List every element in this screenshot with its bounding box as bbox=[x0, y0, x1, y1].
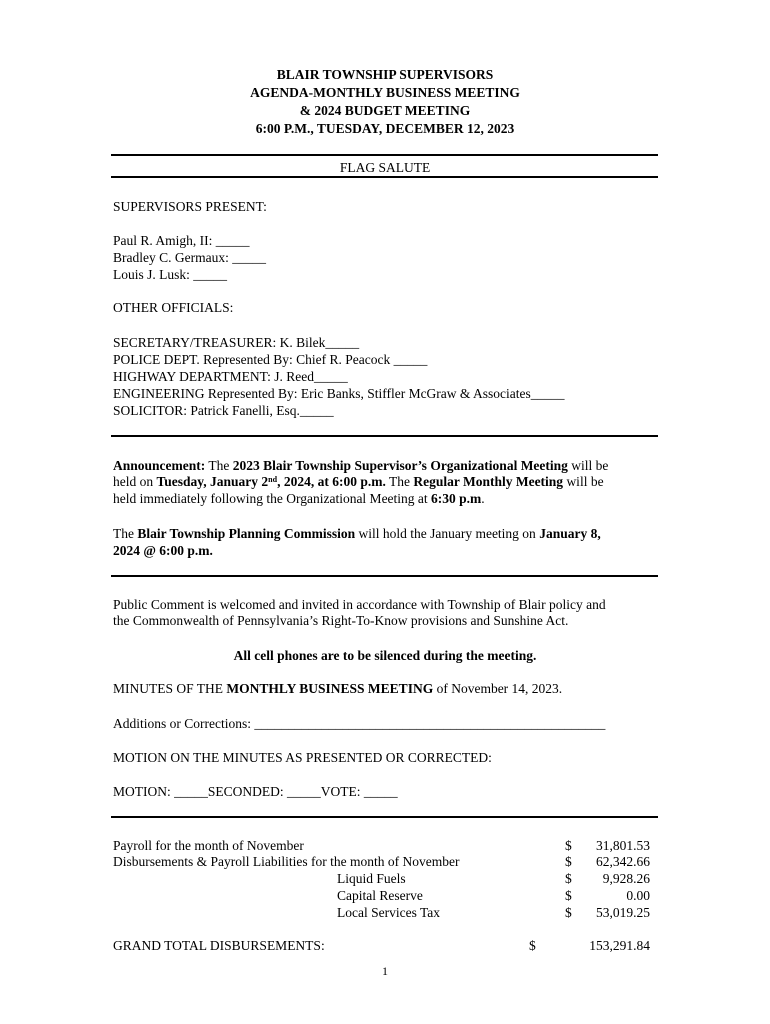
planning-commission-line-1: The Blair Township Planning Commission will hold the January meeting on January 8, bbox=[113, 526, 601, 541]
divider bbox=[111, 435, 658, 437]
finance-row-label: Liquid Fuels bbox=[337, 871, 406, 886]
header-date-time: 6:00 P.M., TUESDAY, DECEMBER 12, 2023 bbox=[255, 121, 515, 136]
official-entry: ENGINEERING Represented By: Eric Banks, Stiffler McGraw & Associates_____ bbox=[113, 386, 565, 401]
officials-heading: OTHER OFFICIALS: bbox=[113, 300, 234, 315]
official-entry: HIGHWAY DEPARTMENT: J. Reed_____ bbox=[113, 369, 348, 384]
additions-corrections: Additions or Corrections: ____________________________________________________ bbox=[113, 716, 606, 731]
supervisor-entry: Louis J. Lusk: _____ bbox=[113, 267, 228, 282]
supervisor-entry: Paul R. Amigh, II: _____ bbox=[113, 233, 250, 248]
announcement-line-1: Announcement: The 2023 Blair Township Supervisor’s Organizational Meeting will be bbox=[113, 458, 609, 473]
finance-row-amount: 0.00 bbox=[626, 888, 650, 903]
finance-row-amount: 53,019.25 bbox=[596, 905, 650, 920]
supervisor-entry: Bradley C. Germaux: _____ bbox=[113, 250, 266, 265]
official-entry: POLICE DEPT. Represented By: Chief R. Peacock _____ bbox=[113, 352, 428, 367]
finance-row-amount: 31,801.53 bbox=[596, 838, 650, 853]
official-entry: SOLICITOR: Patrick Fanelli, Esq._____ bbox=[113, 403, 334, 418]
motion-seconded-vote: MOTION: _____SECONDED: _____VOTE: _____ bbox=[113, 784, 398, 799]
official-entry: SECRETARY/TREASURER: K. Bilek_____ bbox=[113, 335, 360, 350]
finance-row-label: Payroll for the month of November bbox=[113, 838, 304, 853]
grand-total-label: GRAND TOTAL DISBURSEMENTS: bbox=[113, 938, 325, 953]
cell-phone-notice: All cell phones are to be silenced during the meeting. bbox=[233, 648, 537, 663]
header-title: BLAIR TOWNSHIP SUPERVISORS bbox=[276, 67, 494, 82]
divider bbox=[111, 176, 658, 178]
public-comment-line-1: Public Comment is welcomed and invited in accordance with Township of Blair policy and bbox=[113, 597, 606, 612]
finance-row-currency: $ bbox=[565, 854, 572, 869]
divider bbox=[111, 575, 658, 577]
grand-total-currency: $ bbox=[529, 938, 536, 953]
finance-row-label: Disbursements & Payroll Liabilities for the month of November bbox=[113, 854, 460, 869]
header-subtitle: AGENDA-MONTHLY BUSINESS MEETING bbox=[250, 85, 520, 100]
divider bbox=[111, 154, 658, 156]
planning-commission-line-2: 2024 @ 6:00 p.m. bbox=[113, 543, 213, 558]
minutes-line: MINUTES OF THE MONTHLY BUSINESS MEETING of November 14, 2023. bbox=[113, 681, 563, 696]
finance-row-label: Local Services Tax bbox=[337, 905, 441, 920]
finance-row-amount: 62,342.66 bbox=[596, 854, 650, 869]
divider bbox=[111, 816, 658, 818]
public-comment-line-2: the Commonwealth of Pennsylvania’s Right-To-Know provisions and Sunshine Act. bbox=[113, 613, 569, 628]
motion-on-minutes: MOTION ON THE MINUTES AS PRESENTED OR CORRECTED: bbox=[113, 750, 492, 765]
supervisors-heading: SUPERVISORS PRESENT: bbox=[113, 199, 267, 214]
finance-row-currency: $ bbox=[565, 838, 572, 853]
header-budget-meeting: & 2024 BUDGET MEETING bbox=[299, 103, 471, 118]
announcement-line-3: held immediately following the Organizational Meeting at 6:30 p.m. bbox=[113, 491, 485, 506]
finance-row-currency: $ bbox=[565, 871, 572, 886]
finance-row-currency: $ bbox=[565, 888, 572, 903]
finance-row-currency: $ bbox=[565, 905, 572, 920]
finance-row-label: Capital Reserve bbox=[337, 888, 423, 903]
page-number: 1 bbox=[382, 964, 388, 978]
flag-salute: FLAG SALUTE bbox=[339, 160, 431, 175]
finance-row-amount: 9,928.26 bbox=[602, 871, 650, 886]
announcement-line-2: held on Tuesday, January 2nd, 2024, at 6:00 p.m. The Regular Monthly Meeting will be bbox=[113, 474, 604, 489]
grand-total-amount: 153,291.84 bbox=[589, 938, 650, 953]
